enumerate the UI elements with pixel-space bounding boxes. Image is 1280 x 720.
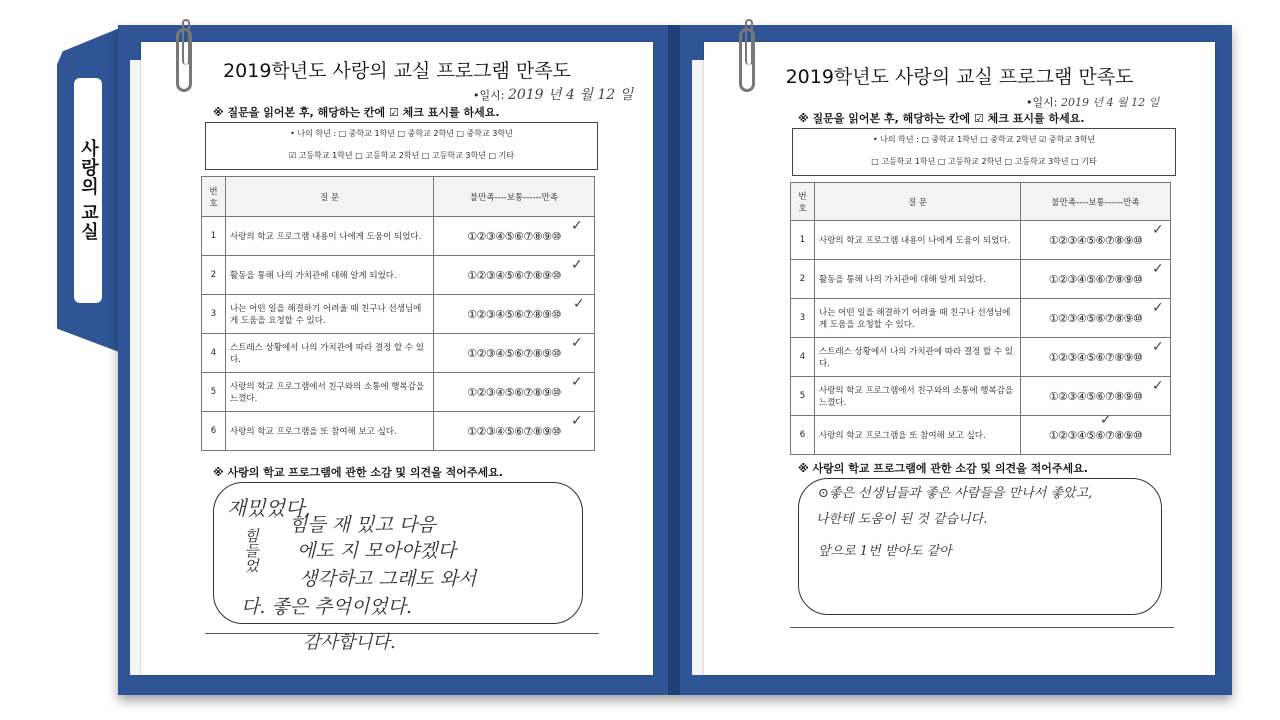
opinion-label: ※ 사랑의 학교 프로그램에 관한 소감 및 의견을 적어주세요. [213,466,503,479]
row-scale[interactable]: ①②③④⑤⑥⑦⑧⑨⑩ [1021,260,1171,299]
check-mark-icon: ✓ [571,218,583,234]
row-question: 활동을 통해 나의 가치관에 대해 알게 되었다. [226,256,434,295]
col-scale: 불만족----보통------만족 [1021,183,1171,221]
paper-clip-icon [739,28,755,92]
table-row [202,412,595,451]
check-mark-icon: ✓ [571,413,583,429]
survey-form-left [141,42,653,675]
grade-selection-box [205,122,598,170]
row-question: 사랑의 학교 프로그램을 또 참여해 보고 싶다. [226,412,434,451]
form-date [1026,94,1159,110]
row-num: 3 [791,299,815,338]
col-num: 번호 [791,183,815,221]
grade-selection-box [792,128,1176,176]
handwriting-line: 감사합니다. [303,632,396,653]
check-mark-icon: ✓ [571,374,583,390]
survey-form-right [704,42,1215,675]
row-scale[interactable]: ①②③④⑤⑥⑦⑧⑨⑩ [1021,416,1171,455]
row-question: 사랑의 학교 프로그램 내용이 나에게 도움이 되었다. [815,221,1021,260]
check-mark-icon: ✓ [1152,261,1164,277]
table-row [791,338,1171,377]
row-scale[interactable]: ①②③④⑤⑥⑦⑧⑨⑩ [434,217,595,256]
table-header [202,177,595,217]
row-question: 사랑의 학교 프로그램을 또 참여해 보고 싶다. [815,416,1021,455]
table-row [791,299,1171,338]
survey-table [201,176,595,451]
check-mark-icon: ✓ [1152,222,1164,238]
table-header [791,183,1171,221]
form-title: 2019학년도 사랑의 교실 프로그램 만족도 [223,60,571,82]
date-value: 2019 년 4 월 12 일 [1060,96,1160,109]
form-date [473,84,633,104]
folder-spine [668,25,680,695]
col-num: 번호 [202,177,226,217]
survey-table [790,182,1171,455]
row-num: 2 [791,260,815,299]
handwriting-line: ⊙좋은 선생님들과 좋은 사람들을 만나서 좋았고, [818,486,1093,501]
row-scale[interactable]: ①②③④⑤⑥⑦⑧⑨⑩ [1021,221,1171,260]
row-scale[interactable]: ①②③④⑤⑥⑦⑧⑨⑩ [1021,377,1171,416]
check-mark-icon: ✓ [1100,412,1112,428]
row-scale[interactable]: ①②③④⑤⑥⑦⑧⑨⑩ [434,256,595,295]
col-question: 질 문 [226,177,434,217]
row-scale[interactable]: ①②③④⑤⑥⑦⑧⑨⑩ [1021,338,1171,377]
check-mark-icon: ✓ [573,296,585,312]
row-num: 6 [202,412,226,451]
folder-tab-label [74,78,102,303]
check-mark-icon: ✓ [1152,300,1164,316]
table-row [791,260,1171,299]
handwriting-line: 생각하고 그래도 와서 [299,568,477,590]
row-num: 5 [202,373,226,412]
table-row [202,373,595,412]
page-edge [692,60,704,675]
col-scale: 불만족----보통------만족 [434,177,595,217]
row-question: 사랑의 학교 프로그램 내용이 나에게 도움이 되었다. [226,217,434,256]
row-question: 스트레스 상황에서 나의 가치관에 따라 결정 할 수 있다. [226,334,434,373]
table-row [791,377,1171,416]
date-value: 2019 년 4 월 12 일 [507,87,634,103]
handwriting-line: 재밌었다, [227,496,311,520]
row-scale[interactable]: ①②③④⑤⑥⑦⑧⑨⑩ [434,295,595,334]
handwriting-line: 앞으로 1번 받아도 같아 [818,544,952,559]
row-question: 나는 어떤 일을 해결하기 어려울 때 친구나 선생님에게 도움을 요청할 수 있다. [815,299,1021,338]
grade-line-1: • 나의 학년 : □ 중학교 1학년 □ 중학교 2학년 ☑ 중학교 3학년 [872,135,1096,144]
signature-line [790,627,1174,628]
check-mark-icon: ✓ [571,335,583,351]
handwriting-line: 다. 좋은 추억이었다. [241,596,412,618]
row-num: 6 [791,416,815,455]
row-scale[interactable]: ①②③④⑤⑥⑦⑧⑨⑩ [1021,299,1171,338]
form-instruction: ※ 질문을 읽어본 후, 해당하는 칸에 ☑ 체크 표시를 하세요. [213,106,500,119]
col-question: 질 문 [815,183,1021,221]
row-num: 1 [791,221,815,260]
table-row [791,221,1171,260]
grade-line-1: • 나의 학년 : □ 중학교 1학년 □ 중학교 2학년 □ 중학교 3학년 [290,129,513,138]
row-question: 스트레스 상황에서 나의 가치관에 따라 결정 할 수 있다. [815,338,1021,377]
row-num: 1 [202,217,226,256]
check-mark-icon: ✓ [1152,339,1164,355]
table-row [202,334,595,373]
table-row [202,256,595,295]
date-label: •일시: [1026,96,1058,109]
row-question: 사랑의 학교 프로그램에서 친구와의 소통에 행복감을 느꼈다. [226,373,434,412]
paper-clip-icon [176,28,192,92]
handwriting-line: 힘들 재 밌고 다음 [289,514,436,536]
row-scale[interactable]: ①②③④⑤⑥⑦⑧⑨⑩ [434,334,595,373]
opinion-label: ※ 사랑의 학교 프로그램에 관한 소감 및 의견을 적어주세요. [798,462,1088,475]
signature-line [205,633,599,634]
handwriting-line: 나한테 도움이 된 것 같습니다. [816,512,988,527]
row-num: 2 [202,256,226,295]
grade-line-2: □ 고등학교 1학년 □ 고등학교 2학년 □ 고등학교 3학년 □ 기타 [871,157,1097,166]
date-label: •일시: [473,89,505,102]
row-num: 4 [202,334,226,373]
row-scale[interactable]: ①②③④⑤⑥⑦⑧⑨⑩ [434,412,595,451]
check-mark-icon: ✓ [571,257,583,273]
folder-tab-text: 사랑의 교실 [78,139,99,242]
handwriting-line: 에도 지 모아야겠다 [297,540,456,562]
row-question: 사랑의 학교 프로그램에서 친구와의 소통에 행복감을 느꼈다. [815,377,1021,416]
grade-line-2: ☑ 고등학교 1학년 □ 고등학교 2학년 □ 고등학교 3학년 □ 기타 [288,151,515,160]
check-mark-icon: ✓ [1152,378,1164,394]
form-title: 2019학년도 사랑의 교실 프로그램 만족도 [785,66,1134,88]
form-instruction: ※ 질문을 읽어본 후, 해당하는 칸에 ☑ 체크 표시를 하세요. [798,112,1085,125]
row-scale[interactable]: ①②③④⑤⑥⑦⑧⑨⑩ [434,373,595,412]
row-num: 4 [791,338,815,377]
row-question: 나는 어떤 일을 해결하기 어려울 때 친구나 선생님에게 도움을 요청할 수 있다. [226,295,434,334]
table-row [202,217,595,256]
table-row [791,416,1171,455]
row-num: 5 [791,377,815,416]
table-row [202,295,595,334]
row-question: 활동을 통해 나의 가치관에 대해 알게 되었다. [815,260,1021,299]
handwriting-side: 힘들었 [242,528,260,573]
row-num: 3 [202,295,226,334]
